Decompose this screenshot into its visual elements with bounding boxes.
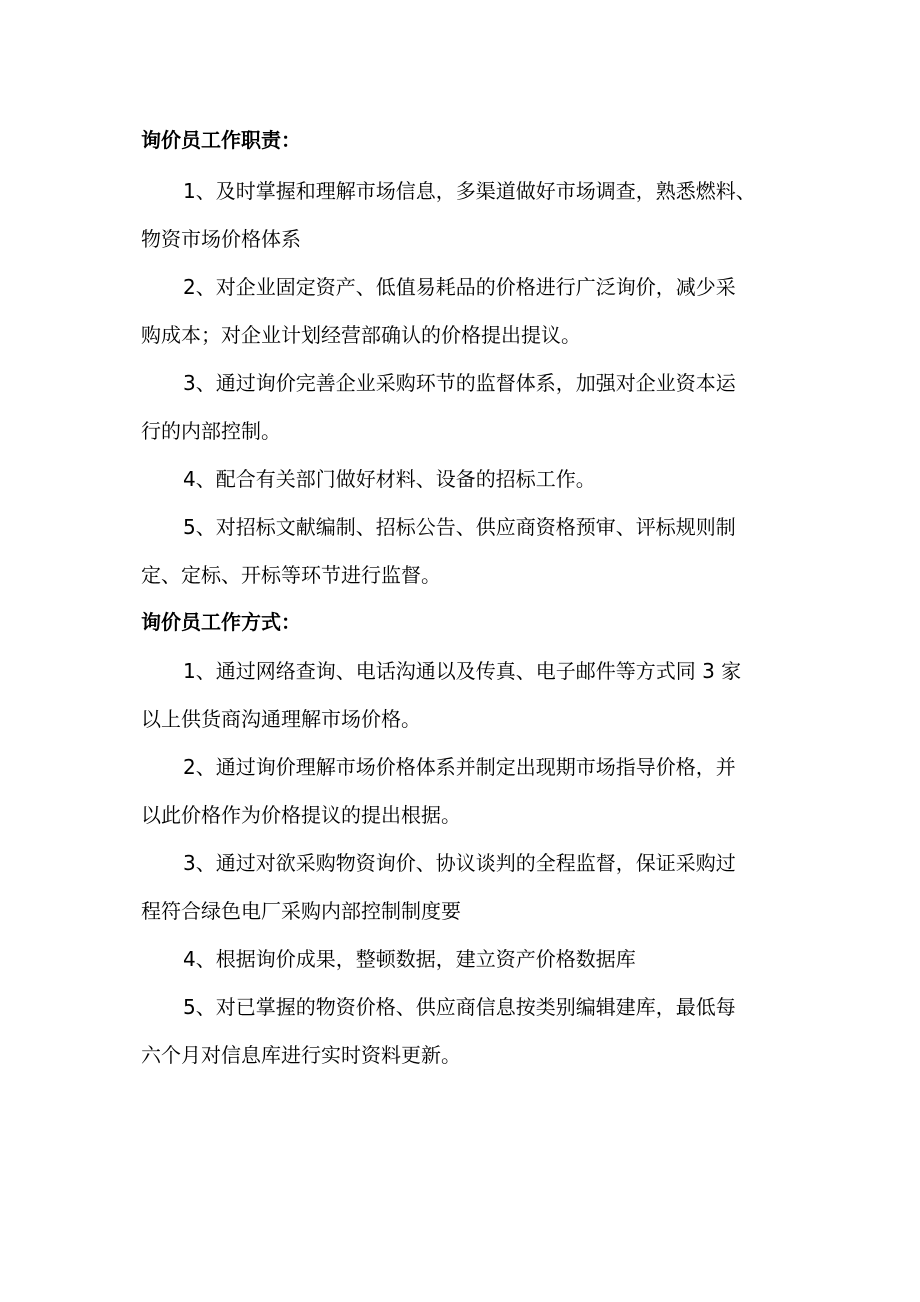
method-item-2-line-2: 以此价格作为价格提议的提出根据。 [141,803,461,827]
duty-item-4-line-1: 4、配合有关部门做好材料、设备的招标工作。 [183,467,596,491]
method-item-1-line-1: 1、通过网络查询、电话沟通以及传真、电子邮件等方式同 3 家 [183,659,742,683]
section-heading-methods: 询价员工作方式： [141,610,301,634]
method-item-5-line-1: 5、对已掌握的物资价格、供应商信息按类别编辑建库，最低每 [183,995,736,1019]
duty-item-2-line-2: 购成本；对企业计划经营部确认的价格提出提议。 [141,323,581,347]
duty-item-3-line-2: 行的内部控制。 [141,419,281,443]
duty-item-5-line-1: 5、对招标文献编制、招标公告、供应商资格预审、评标规则制 [183,515,736,539]
duty-item-3-line-1: 3、通过询价完善企业采购环节的监督体系，加强对企业资本运 [183,371,736,395]
method-item-5-line-2: 六个月对信息库进行实时资料更新。 [141,1043,461,1067]
method-item-3-line-1: 3、通过对欲采购物资询价、协议谈判的全程监督，保证采购过 [183,851,736,875]
method-item-1-line-2: 以上供货商沟通理解市场价格。 [141,707,421,731]
duty-item-1-line-1: 1、及时掌握和理解市场信息，多渠道做好市场调查，熟悉燃料、 [183,179,756,203]
duty-item-2-line-1: 2、对企业固定资产、低值易耗品的价格进行广泛询价，减少采 [183,275,736,299]
duty-item-1-line-2: 物资市场价格体系 [141,227,301,251]
section-heading-duties: 询价员工作职责： [141,128,301,152]
method-item-4-line-1: 4、根据询价成果，整顿数据，建立资产价格数据库 [183,947,636,971]
method-item-3-line-2: 程符合绿色电厂采购内部控制制度要 [141,899,461,923]
duty-item-5-line-2: 定、定标、开标等环节进行监督。 [141,563,441,587]
method-item-2-line-1: 2、通过询价理解市场价格体系并制定出现期市场指导价格，并 [183,755,736,779]
